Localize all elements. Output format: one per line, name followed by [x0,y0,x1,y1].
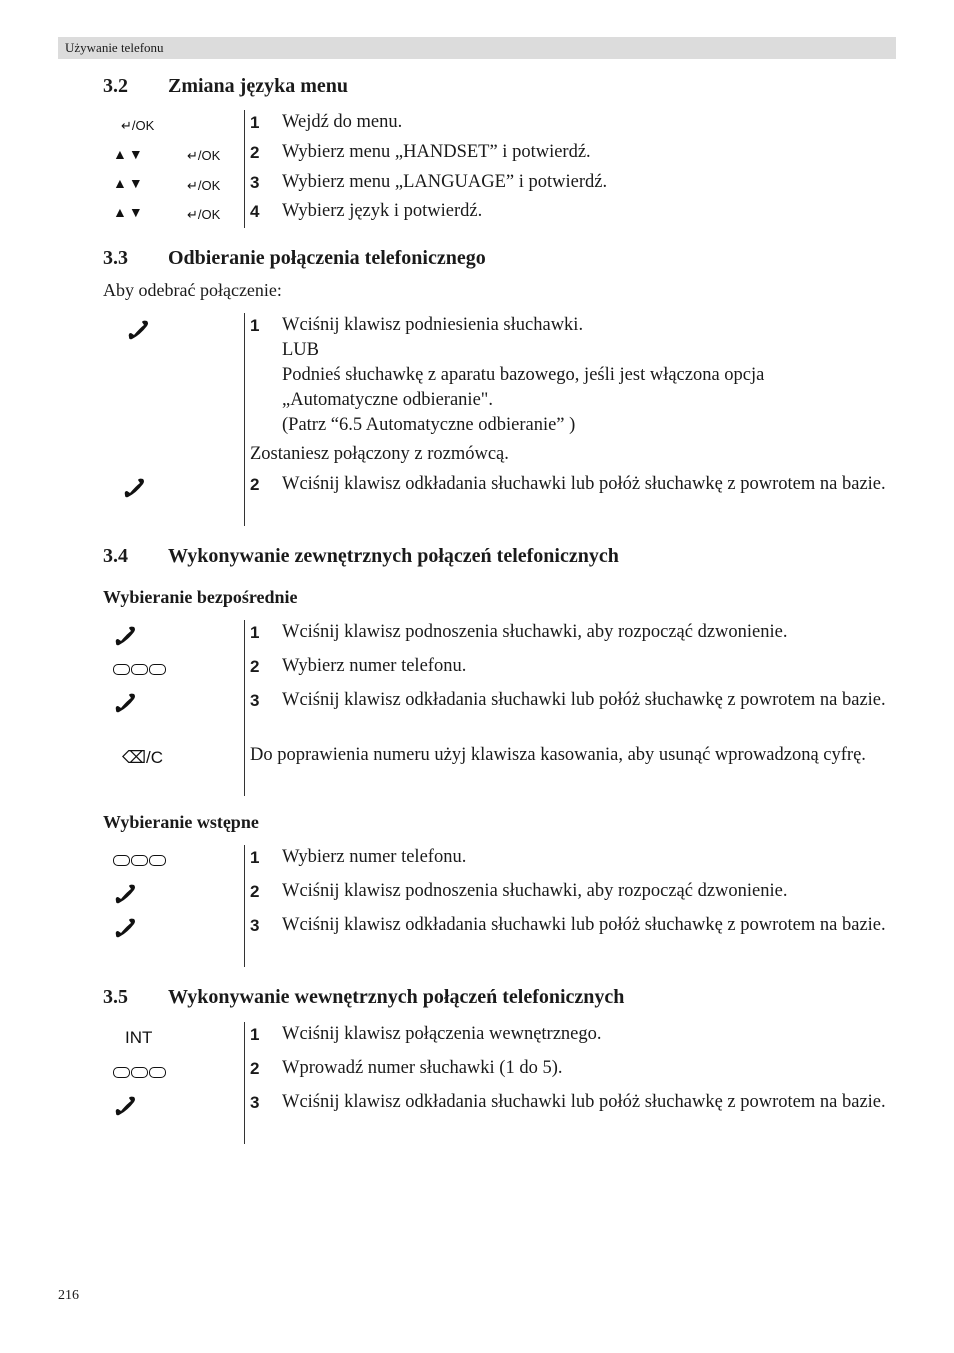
step-number: 4 [250,202,260,221]
step-item [250,845,895,870]
step-text: Wprowadź numer słuchawki (1 do 5). [282,1058,563,1078]
step-text: Wejdź do menu. [282,112,403,132]
step-text: LUB [282,340,319,360]
section-3-3-heading [103,247,486,270]
step-item [250,1056,895,1081]
ok-key-icon: ↵/OK [187,178,221,193]
up-down-arrows-icon: ▲▼ [113,146,145,162]
keypad-icon [113,664,166,675]
step-number: 3 [250,1093,260,1112]
step-item [250,199,895,224]
step-item [250,170,895,195]
step-item [250,110,895,135]
step-text: Wybierz menu „HANDSET” i potwierdź. [282,142,591,162]
divider-line [244,1022,245,1144]
section-title: Odbieranie połączenia telefonicznego [168,247,486,269]
int-key-icon: INT [125,1028,153,1047]
step-item [250,140,895,165]
step-item [250,1090,895,1115]
step-text: Wciśnij klawisz podnoszenia słuchawki, aby rozpocząć dzwonienie. [282,881,788,901]
phone-icon [113,918,137,938]
step-number: 1 [250,1025,260,1044]
step-number: 2 [250,657,260,676]
step-item [250,654,895,679]
step-number: 3 [250,173,260,192]
step-text: Wciśnij klawisz odkładania słuchawki lub połóż słuchawkę z powrotem na bazie. [282,915,886,935]
ok-key-icon: ↵/OK [121,118,155,133]
running-header [58,37,896,59]
phone-icon [122,478,146,498]
page-number: 216 [58,1288,79,1303]
step-number: 1 [250,316,260,335]
keypad-icon [113,1067,166,1078]
section-number: 3.2 [103,75,128,97]
step-number: 2 [250,143,260,162]
step-item [250,879,895,904]
step-text: Wciśnij klawisz podnoszenia słuchawki, aby rozpocząć dzwonienie. [282,622,788,642]
ok-key-icon: ↵/OK [187,148,221,163]
phone-icon [113,693,137,713]
subsection-title: Wybieranie bezpośrednie [103,587,298,607]
step-text: Wciśnij klawisz odkładania słuchawki lub połóż słuchawkę z powrotem na bazie. [282,1092,886,1112]
clear-key-icon: ⌫/C [122,748,164,767]
section-title: Wykonywanie wewnętrznych połączeń telefonicznych [168,986,625,1008]
phone-icon [113,1096,137,1116]
step-text: Wciśnij klawisz odkładania słuchawki lub połóż słuchawkę z powrotem na bazie. [282,690,886,710]
keypad-icon [113,855,166,866]
up-down-arrows-icon: ▲▼ [113,204,145,220]
step-item [250,313,895,438]
step-item [250,472,895,497]
phone-icon [113,626,137,646]
section-number: 3.4 [103,545,128,567]
section-number: 3.3 [103,247,128,269]
step-number: 1 [250,623,260,642]
step-text: „Automatyczne odbieranie". [282,390,493,410]
divider-line [244,620,245,796]
note-text: Do poprawienia numeru użyj klawisza kasowania, aby usunąć wprowadzoną cyfrę. [250,745,866,765]
section-3-4-heading [103,545,619,568]
divider-line [244,313,245,526]
phone-icon [126,320,150,340]
section-number: 3.5 [103,986,128,1008]
step-number: 3 [250,691,260,710]
intro-text: Aby odebrać połączenie: [103,280,282,300]
step-text: Wciśnij klawisz podniesienia słuchawki. [282,315,584,335]
step-text: Wybierz menu „LANGUAGE” i potwierdź. [282,172,608,192]
step-text: (Patrz “6.5 Automatyczne odbieranie” ) [282,415,576,435]
step-number: 1 [250,848,260,867]
section-title: Zmiana języka menu [168,75,348,97]
step-item [250,1022,895,1047]
running-header-title: Używanie telefonu [65,40,164,55]
step-number: 2 [250,1059,260,1078]
up-down-arrows-icon: ▲▼ [113,175,145,191]
step-number: 2 [250,882,260,901]
step-item [250,620,895,645]
step-text: Wciśnij klawisz odkładania słuchawki lub połóż słuchawkę z powrotem na bazie. [282,474,886,494]
divider-line [244,845,245,967]
section-3-5-heading [103,986,624,1009]
subsection-title: Wybieranie wstępne [103,812,259,832]
step-text: Podnieś słuchawkę z aparatu bazowego, jeśli jest włączona opcja [282,365,765,385]
step-text: Wybierz język i potwierdź. [282,201,483,221]
step-item [250,913,895,938]
divider-line [244,110,245,228]
step-number: 3 [250,916,260,935]
step-number: 1 [250,113,260,132]
step-number: 2 [250,475,260,494]
step-text: Wciśnij klawisz połączenia wewnętrznego. [282,1024,602,1044]
section-3-2-heading [103,75,348,98]
step-text: Wybierz numer telefonu. [282,656,467,676]
ok-key-icon: ↵/OK [187,207,221,222]
phone-icon [113,884,137,904]
step-text: Wybierz numer telefonu. [282,847,467,867]
step-item [250,688,895,713]
section-title: Wykonywanie zewnętrznych połączeń telefonicznych [168,545,619,567]
note-text: Zostaniesz połączony z rozmówcą. [250,444,509,464]
